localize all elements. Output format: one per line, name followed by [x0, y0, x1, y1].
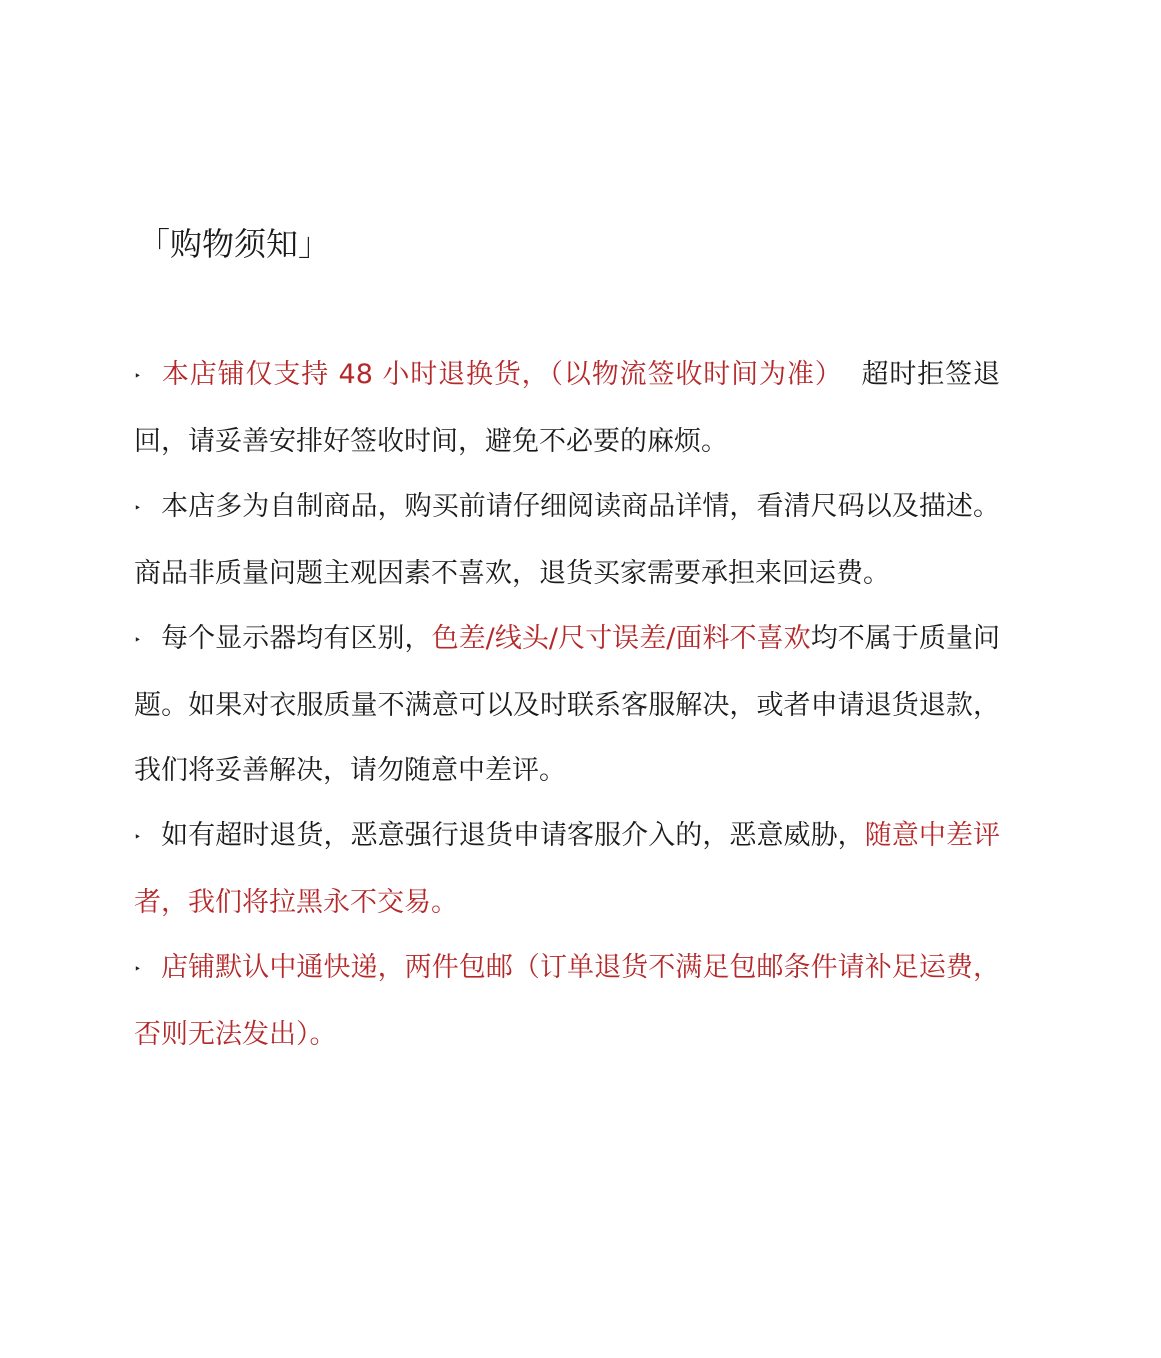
bullet-icon: ‣ — [134, 633, 142, 647]
notice-text: 每个显示器均有区别， — [161, 623, 432, 654]
notice-text-highlight: 色差/线头/尺寸误差/面料不喜欢 — [431, 623, 811, 654]
notice-text: 如有超时退货，恶意强行退货申请客服介入的，恶意威胁， — [161, 820, 865, 851]
notice-text-highlight: 随意中差评者，我们将拉黑永不交易。 — [134, 820, 1001, 918]
notice-item — [134, 342, 1000, 474]
notice-item — [134, 935, 1000, 1067]
notice-text: 均不属于质量问题。如果对衣服质量不满意可以及时联系客服解决，或者申请退货退款，我们将妥善解决，请勿随意中差评。 — [134, 623, 1001, 786]
bullet-icon: ‣ — [134, 830, 142, 844]
page-title: 「购物须知」 — [138, 225, 331, 263]
bullet-icon: ‣ — [134, 962, 142, 976]
notice-text-highlight: 本店铺仅支持 48 小时退换货，（以物流签收时间为准） — [161, 359, 843, 390]
notice-list — [134, 342, 1000, 1067]
bullet-icon: ‣ — [134, 369, 142, 383]
bullet-icon: ‣ — [134, 501, 142, 515]
notice-item — [134, 803, 1000, 935]
notice-text-highlight: 店铺默认中通快递，两件包邮（订单退货不满足包邮条件请补足运费，否则无法发出）。 — [134, 952, 1000, 1050]
notice-item — [134, 606, 1000, 803]
notice-item — [134, 474, 1000, 606]
notice-text: 本店多为自制商品，购买前请仔细阅读商品详情，看清尺码以及描述。商品非质量问题主观因素不喜欢，退货买家需要承担来回运费。 — [134, 491, 1000, 589]
notice-text: 超时拒签退回，请妥善安排好签收时间，避免不必要的麻烦。 — [134, 359, 1000, 457]
